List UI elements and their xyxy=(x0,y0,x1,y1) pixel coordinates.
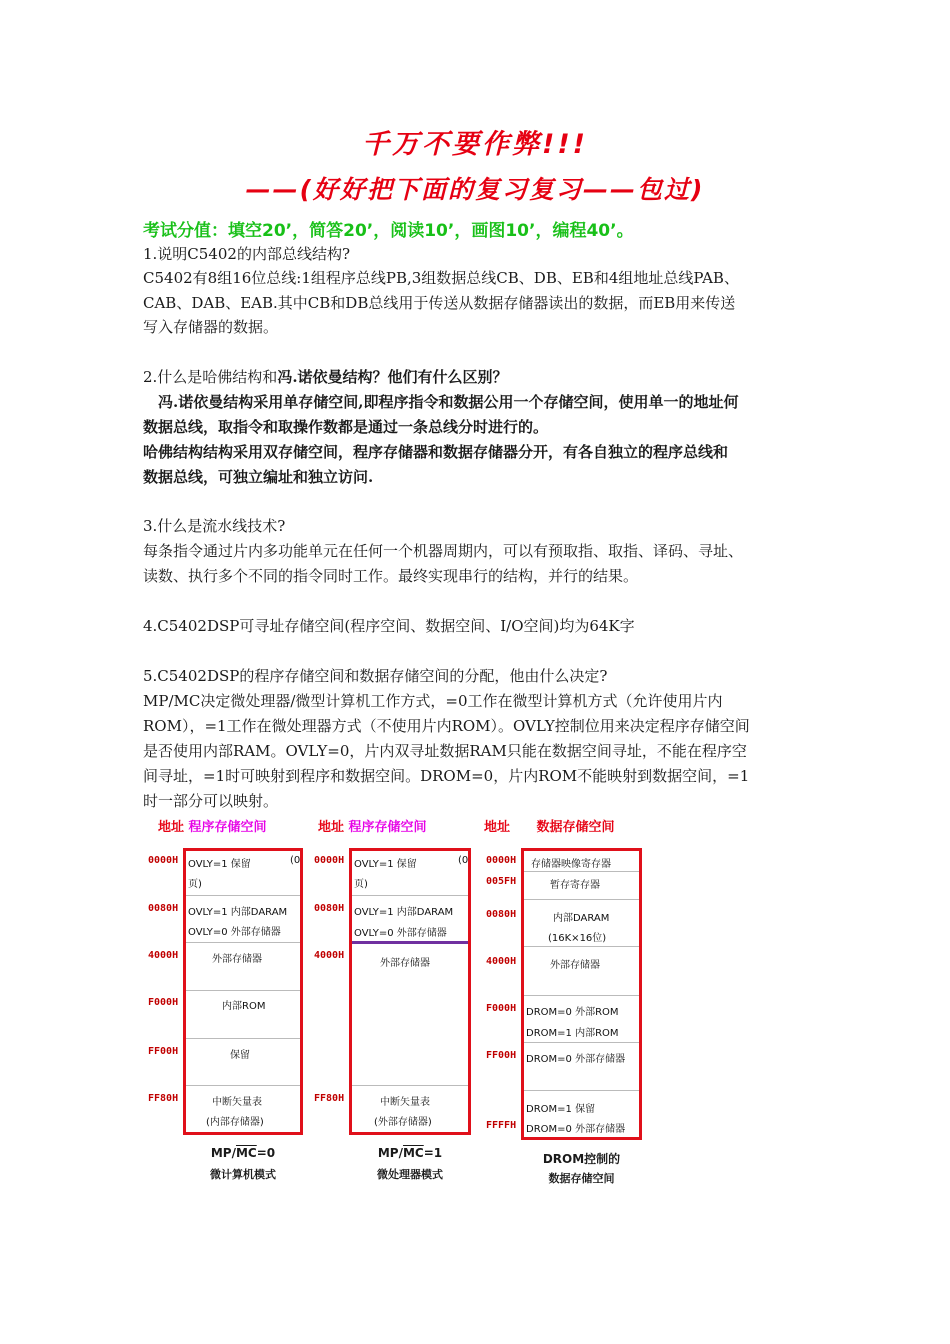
q4-question: 4.C5402DSP可寻址存储空间(程序空间、数据空间、I/O空间)均为64K字 xyxy=(143,617,635,635)
map3-cell: DROM=1 保留 xyxy=(526,1104,596,1115)
map3-cell: 外部存储器 xyxy=(550,960,600,971)
map3-cell: DROM=0 外部存储器 xyxy=(526,1124,626,1135)
q1-answer-line: CAB、DAB、EAB.其中CB和DB总线用于传送从数据存储器读出的数据，而EB用来传送 xyxy=(143,294,736,312)
map3-divider xyxy=(524,899,639,900)
map2-cell: (外部存储器) xyxy=(374,1117,432,1128)
map3-caption: DROM控制的 xyxy=(542,1152,621,1166)
map1-addr: FF80H xyxy=(148,1093,179,1104)
map1-divider xyxy=(186,990,300,991)
map2-caption-mode: 微处理器模式 xyxy=(377,1168,443,1181)
map2-cell: 外部存储器 xyxy=(380,958,430,969)
map2-divider xyxy=(352,1085,468,1086)
map2-frame xyxy=(349,848,471,1135)
map2-cell: OVLY=1 内部DARAM xyxy=(354,907,454,918)
q3-answer-line: 每条指令通过片内多功能单元在任何一个机器周期内，可以有预取指、取指、译码、寻址、 xyxy=(143,542,744,560)
map3-addr: 0000H xyxy=(486,855,517,866)
map1-divider xyxy=(186,942,300,943)
q5-answer-line: 间寻址，=1时可映射到程序和数据空间。DROM=0，片内ROM不能映射到数据空间，=1 xyxy=(143,767,750,785)
map2-addr-label: 地址 xyxy=(318,820,345,835)
map3-frame xyxy=(521,848,642,1140)
mc-overline: $\overline{MC}$ xyxy=(235,1146,257,1160)
map3-divider xyxy=(524,1090,639,1091)
mc-overline: $\overline{MC}$ xyxy=(402,1146,424,1160)
map1-cell: (0 xyxy=(290,855,301,866)
map3-addr-label: 地址 xyxy=(484,820,511,835)
map3-addr: 4000H xyxy=(486,956,517,967)
map1-caption-mode: 微计算机模式 xyxy=(210,1168,276,1181)
map1-cell: 页) xyxy=(188,879,202,890)
map3-addr: F000H xyxy=(486,1003,517,1014)
map2-header xyxy=(318,816,427,835)
map3-header xyxy=(484,816,615,835)
map2-cell: (0 xyxy=(458,855,469,866)
map1-cell: (内部存储器) xyxy=(206,1117,264,1128)
map1-title: 程序存储空间 xyxy=(188,820,267,835)
map1-frame xyxy=(183,848,303,1135)
map3-cell: 内部DARAM xyxy=(553,913,610,924)
map3-divider xyxy=(524,946,639,947)
map1-divider xyxy=(186,1038,300,1039)
map3-addr: 0080H xyxy=(486,909,517,920)
map1-addr-label: 地址 xyxy=(158,820,185,835)
map2-cell: 中断矢量表 xyxy=(380,1097,430,1108)
map2-title: 程序存储空间 xyxy=(348,820,427,835)
map1-caption: $MP/\overline{MC}=0$ xyxy=(210,1146,276,1160)
page-subtitle: ——(好好把下面的复习复习——包过) xyxy=(245,175,705,204)
map1-cell: 外部存储器 xyxy=(212,954,262,965)
q5-answer-line: ROM），=1工作在微处理器方式（不使用片内ROM）。OVLY控制位用来决定程序存储空间 xyxy=(143,717,750,735)
map3-cell: 存储器映像寄存器 xyxy=(531,859,611,870)
q3-question: 3.什么是流水线技术? xyxy=(143,517,286,535)
map3-cell: DROM=0 外部ROM xyxy=(526,1007,619,1018)
q5-answer-line: 是否使用内部RAM。OVLY=0，片内双寻址数据RAM只能在数据空间寻址，不能在程序空 xyxy=(143,742,747,760)
page-title: 千万不要作弊!!! xyxy=(362,129,588,160)
map3-addr: FF00H xyxy=(486,1050,517,1061)
map1-cell: 中断矢量表 xyxy=(212,1097,262,1108)
map1-cell: OVLY=1 保留 xyxy=(188,859,251,870)
map3-divider xyxy=(524,995,639,996)
map2-addr: 0000H xyxy=(314,855,345,866)
map1-addr: F000H xyxy=(148,997,179,1008)
map3-cell: DROM=0 外部存储器 xyxy=(526,1054,626,1065)
map2-cell: 页) xyxy=(354,879,368,890)
map1-addr: 4000H xyxy=(148,950,179,961)
q1-question: 1.说明C5402的内部总线结构? xyxy=(143,245,351,263)
map2-addr: 4000H xyxy=(314,950,345,961)
map2-divider-purple xyxy=(352,941,468,944)
score-line: 考试分值：填空20’，简答20’，阅读10’，画图10’，编程40’。 xyxy=(143,221,634,241)
map2-divider xyxy=(352,895,468,896)
map1-addr: 0000H xyxy=(148,855,179,866)
map3-addr: 005FH xyxy=(486,876,517,887)
map1-cell: 内部ROM xyxy=(222,1001,266,1012)
map3-cell: 暂存寄存器 xyxy=(550,880,600,891)
map2-caption: $MP/\overline{MC}=1$ xyxy=(377,1146,443,1160)
map3-divider xyxy=(524,871,639,872)
map3-caption-mode: 数据存储空间 xyxy=(548,1172,615,1185)
map1-addr: FF00H xyxy=(148,1046,179,1057)
q1-answer-line: 写入存储器的数据。 xyxy=(143,318,279,336)
map3-addr: FFFFH xyxy=(486,1120,517,1131)
map1-cell: 保留 xyxy=(230,1050,250,1061)
map3-cell: DROM=1 内部ROM xyxy=(526,1028,619,1039)
q2-question-plain: 2.什么是哈佛结构和 xyxy=(143,368,278,386)
map2-cell: OVLY=1 保留 xyxy=(354,859,417,870)
map2-addr: FF80H xyxy=(314,1093,345,1104)
map1-cell: OVLY=0 外部存储器 xyxy=(188,927,281,938)
q3-answer-line: 读数、执行多个不同的指令同时工作。最终实现串行的结构，并行的结果。 xyxy=(143,567,639,585)
map1-divider xyxy=(186,895,300,896)
q2-question-bold: 冯.诺依曼结构？他们有什么区别？ xyxy=(277,368,508,386)
map1-cell: OVLY=1 内部DARAM xyxy=(188,907,288,918)
q2-question xyxy=(143,366,508,388)
map3-cell: (16K×16位) xyxy=(548,933,607,944)
q2-answer-line: 哈佛结构结构采用双存储空间，程序存储器和数据存储器分开，有各自独立的程序总线和 xyxy=(143,443,729,461)
map3-title: 数据存储空间 xyxy=(536,820,615,835)
q5-answer-line: 时一部分可以映射。 xyxy=(143,792,279,810)
map3-divider xyxy=(524,1042,639,1043)
q5-question: 5.C5402DSP的程序存储空间和数据存储空间的分配，他由什么决定? xyxy=(143,667,608,685)
q1-answer-line: C5402有8组16位总线:1组程序总线PB,3组数据总线CB、DB、EB和4组地址总线PAB、 xyxy=(143,269,739,287)
map2-addr: 0080H xyxy=(314,903,345,914)
q2-answer-line: 冯.诺依曼结构采用单存储空间,即程序指令和数据公用一个存储空间，使用单一的地址何 xyxy=(143,393,739,411)
map2-cell: OVLY=0 外部存储器 xyxy=(354,928,447,939)
map1-addr: 0080H xyxy=(148,903,179,914)
map1-divider xyxy=(186,1085,300,1086)
q2-answer-line: 数据总线，可独立编址和独立访问. xyxy=(143,468,374,486)
q2-answer-line: 数据总线，取指令和取操作数都是通过一条总线分时进行的。 xyxy=(143,418,549,436)
map1-header xyxy=(158,816,267,835)
q5-answer-line: MP/MC决定微处理器/微型计算机工作方式，=0工作在微型计算机方式（允许使用片内 xyxy=(143,692,723,710)
